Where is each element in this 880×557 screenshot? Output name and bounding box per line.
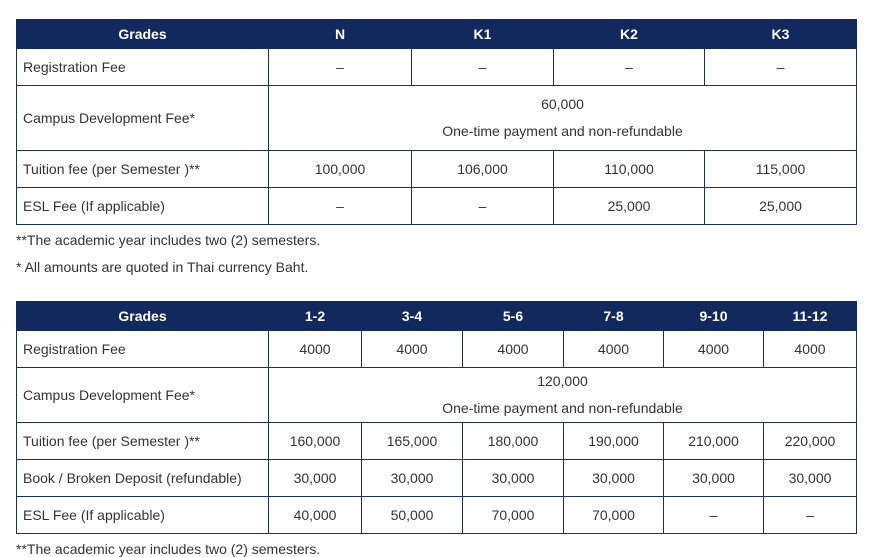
table-cell: 190,000 <box>564 423 664 460</box>
campus-fee-note: One-time payment and non-refundable <box>442 123 683 139</box>
header-cell: 11-12 <box>764 302 857 331</box>
table-row <box>17 188 857 225</box>
fee-table-kindergarten <box>16 19 857 225</box>
table-cell: 100,000 <box>269 151 412 188</box>
table-cell: 210,000 <box>664 423 764 460</box>
row-label: Campus Development Fee* <box>17 368 269 423</box>
table-row <box>17 368 857 423</box>
campus-fee-amount: 60,000 <box>541 96 584 112</box>
merged-cell <box>269 86 857 151</box>
table-cell: 70,000 <box>564 497 664 534</box>
table-cell: – <box>412 49 554 86</box>
row-label: ESL Fee (If applicable) <box>17 188 269 225</box>
header-cell: K1 <box>412 20 554 49</box>
table-cell: 50,000 <box>362 497 463 534</box>
table-cell: – <box>412 188 554 225</box>
table-cell: 4000 <box>664 331 764 368</box>
table-cell: – <box>269 49 412 86</box>
table-cell: 115,000 <box>705 151 857 188</box>
table-cell: 110,000 <box>554 151 705 188</box>
table-header-row <box>17 302 857 331</box>
header-cell: N <box>269 20 412 49</box>
table-cell: 70,000 <box>463 497 564 534</box>
header-cell: 3-4 <box>362 302 463 331</box>
footnote-semesters: **The academic year includes two (2) semesters. <box>16 232 321 248</box>
table-cell: 106,000 <box>412 151 554 188</box>
table-cell: 4000 <box>463 331 564 368</box>
table-cell: 30,000 <box>764 460 857 497</box>
header-cell: Grades <box>17 302 269 331</box>
table-row <box>17 86 857 151</box>
table-cell: – <box>664 497 764 534</box>
table-cell: – <box>554 49 705 86</box>
row-label: Book / Broken Deposit (refundable) <box>17 460 269 497</box>
header-cell: K3 <box>705 20 857 49</box>
table-cell: 30,000 <box>664 460 764 497</box>
table-cell: 180,000 <box>463 423 564 460</box>
table-row <box>17 331 857 368</box>
table-cell: 40,000 <box>269 497 362 534</box>
table-row <box>17 497 857 534</box>
header-cell: 7-8 <box>564 302 664 331</box>
table-row <box>17 49 857 86</box>
table-cell: – <box>764 497 857 534</box>
table-header-row <box>17 20 857 49</box>
row-label: ESL Fee (If applicable) <box>17 497 269 534</box>
row-label: Tuition fee (per Semester )** <box>17 423 269 460</box>
header-cell: K2 <box>554 20 705 49</box>
table-cell: 4000 <box>764 331 857 368</box>
table-cell: 160,000 <box>269 423 362 460</box>
row-label: Registration Fee <box>17 49 269 86</box>
table-cell: 30,000 <box>269 460 362 497</box>
table-row <box>17 423 857 460</box>
header-cell: 5-6 <box>463 302 564 331</box>
table-cell: 30,000 <box>362 460 463 497</box>
table-cell: 25,000 <box>554 188 705 225</box>
table-cell: 4000 <box>564 331 664 368</box>
merged-cell <box>269 368 857 423</box>
table-cell: 220,000 <box>764 423 857 460</box>
header-cell: 1-2 <box>269 302 362 331</box>
footnote-currency: * All amounts are quoted in Thai currency Baht. <box>16 259 309 275</box>
table-row <box>17 151 857 188</box>
row-label: Tuition fee (per Semester )** <box>17 151 269 188</box>
header-cell: Grades <box>17 20 269 49</box>
table-cell: 4000 <box>269 331 362 368</box>
table-cell: 165,000 <box>362 423 463 460</box>
table-row <box>17 460 857 497</box>
campus-fee-amount: 120,000 <box>537 373 588 389</box>
row-label: Campus Development Fee* <box>17 86 269 151</box>
table-cell: 25,000 <box>705 188 857 225</box>
table-cell: – <box>269 188 412 225</box>
campus-fee-note: One-time payment and non-refundable <box>442 400 683 416</box>
header-cell: 9-10 <box>664 302 764 331</box>
row-label: Registration Fee <box>17 331 269 368</box>
table-cell: – <box>705 49 857 86</box>
footnote-semesters: **The academic year includes two (2) semesters. <box>16 541 321 557</box>
table-cell: 4000 <box>362 331 463 368</box>
fee-table-grades <box>16 301 857 534</box>
table-cell: 30,000 <box>564 460 664 497</box>
table-cell: 30,000 <box>463 460 564 497</box>
